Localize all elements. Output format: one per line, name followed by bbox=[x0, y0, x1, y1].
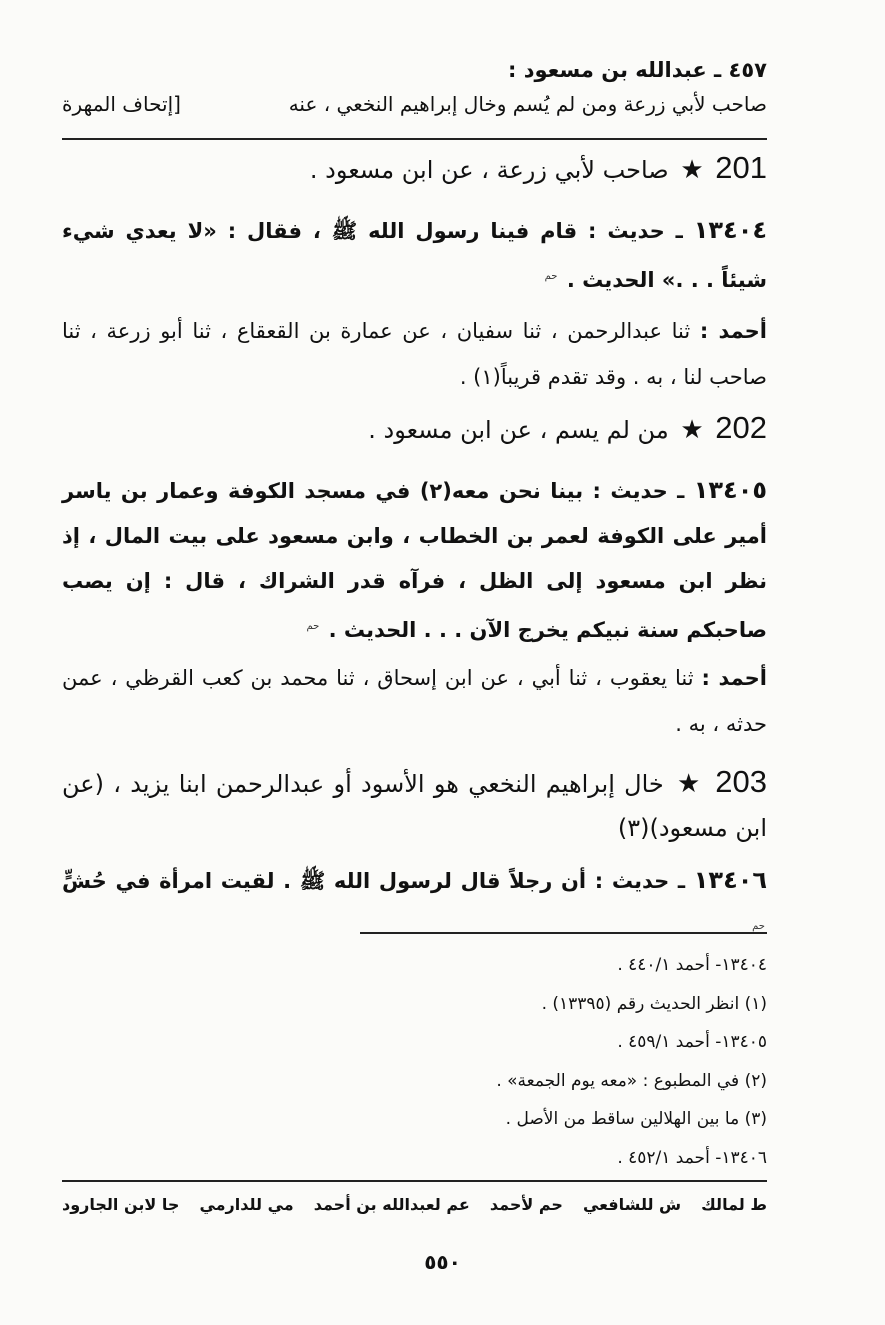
section-title: صاحب لأبي زرعة ، عن ابن مسعود . bbox=[309, 156, 669, 184]
narration-chain bbox=[62, 308, 767, 400]
footnote: (٢) في المطبوع : «معه يوم الجمعة» . bbox=[496, 1070, 767, 1091]
section-heading bbox=[62, 410, 767, 446]
footnote: (٣) ما بين الهلالين ساقط من الأصل . bbox=[505, 1109, 767, 1129]
hadith-number: ١٣٤٠٦ bbox=[693, 866, 768, 894]
narration-text: ثنا عبدالرحمن ، ثنا سفيان ، عن عمارة بن القعقاع ، ثنا أبو زرعة ، ثنا صاحب لنا ، به . وقد تقدم قريباً(١) . bbox=[62, 319, 767, 389]
legend-item: جا لابن الجارود bbox=[62, 1195, 180, 1214]
hadith-entry bbox=[62, 208, 767, 303]
footnote: (١) انظر الحديث رقم (١٣٣٩٥) . bbox=[541, 993, 767, 1014]
section-number: 203 bbox=[715, 764, 767, 799]
star-icon: ★ bbox=[680, 155, 704, 185]
narration-text: ثنا يعقوب ، ثنا أبي ، عن ابن إسحاق ، ثنا محمد بن كعب القرظي ، عمن حدثه ، به . bbox=[62, 666, 767, 736]
book-title: [إتحاف المهرة bbox=[62, 92, 181, 116]
hadith-text: ـ حديث : قام فينا رسول الله ﷺ ، فقال : «لا يعدي شيء شيئاً . . .» الحديث . bbox=[62, 219, 767, 292]
source-sigla: حم bbox=[306, 621, 320, 632]
hadith-number: ١٣٤٠٥ bbox=[693, 476, 767, 504]
narration-chain bbox=[62, 655, 767, 747]
section-heading bbox=[62, 760, 767, 850]
section-number: 202 bbox=[715, 410, 767, 445]
legend-item: ش للشافعي bbox=[582, 1195, 682, 1214]
footnote: ١٣٤٠٤- أحمد ٤٤٠/١ . bbox=[617, 955, 767, 975]
hadith-text: ـ حديث : بينا نحن معه(٢) في مسجد الكوفة وعمار بن ياسر أمير على الكوفة لعمر بن الخطاب ، وابن مسعود على بيت المال ، إذ نظر ابن مسعود إلى الظل ، فرآه قدر الشراك ، قال : إن يصب صاحبكم سنة نبيكم يخرج الآن . . . الحديث . bbox=[62, 479, 767, 642]
sigla-legend bbox=[62, 1195, 767, 1214]
hadith-entry bbox=[62, 858, 767, 953]
footnote: ١٣٤٠٦- أحمد ٤٥٢/١ . bbox=[617, 1147, 767, 1168]
section-heading bbox=[62, 150, 767, 186]
legend-rule bbox=[62, 1180, 767, 1182]
running-header-title: ٤٥٧ ـ عبدالله بن مسعود : bbox=[508, 58, 767, 82]
source-sigla: حم bbox=[544, 271, 558, 282]
star-icon: ★ bbox=[677, 769, 702, 799]
hadith-number: ١٣٤٠٤ bbox=[693, 216, 767, 244]
section-title: من لم يسم ، عن ابن مسعود . bbox=[368, 416, 669, 444]
hadith-entry bbox=[62, 468, 767, 653]
star-icon: ★ bbox=[680, 415, 704, 445]
legend-item: عم لعبدالله بن أحمد bbox=[313, 1195, 470, 1214]
source-sigla: حم bbox=[752, 921, 765, 932]
page-number: ٥٥٠ bbox=[424, 1250, 461, 1274]
legend-item: مي للدارمي bbox=[199, 1195, 294, 1214]
hadith-text: ـ حديث : أن رجلاً قال لرسول الله ﷺ . لقيت امرأة في حُشٍّ bbox=[62, 869, 686, 893]
running-header-subtitle: صاحب لأبي زرعة ومن لم يُسم وخال إبراهيم النخعي ، عنه bbox=[288, 92, 767, 116]
narration-lead: أحمد : bbox=[699, 319, 767, 343]
footnotes bbox=[367, 946, 767, 1177]
legend-item: حم لأحمد bbox=[489, 1195, 563, 1214]
header-rule bbox=[62, 138, 767, 140]
section-title: خال إبراهيم النخعي هو الأسود أو عبدالرحمن ابنا يزيد ، (عن ابن مسعود)(٣) bbox=[62, 770, 767, 842]
section-number: 201 bbox=[715, 150, 767, 185]
footnote-separator bbox=[360, 932, 767, 934]
running-header bbox=[62, 92, 767, 116]
narration-lead: أحمد : bbox=[701, 666, 767, 690]
legend-item: ط لمالك bbox=[701, 1195, 767, 1214]
footnote: ١٣٤٠٥- أحمد ٤٥٩/١ . bbox=[617, 1032, 767, 1052]
